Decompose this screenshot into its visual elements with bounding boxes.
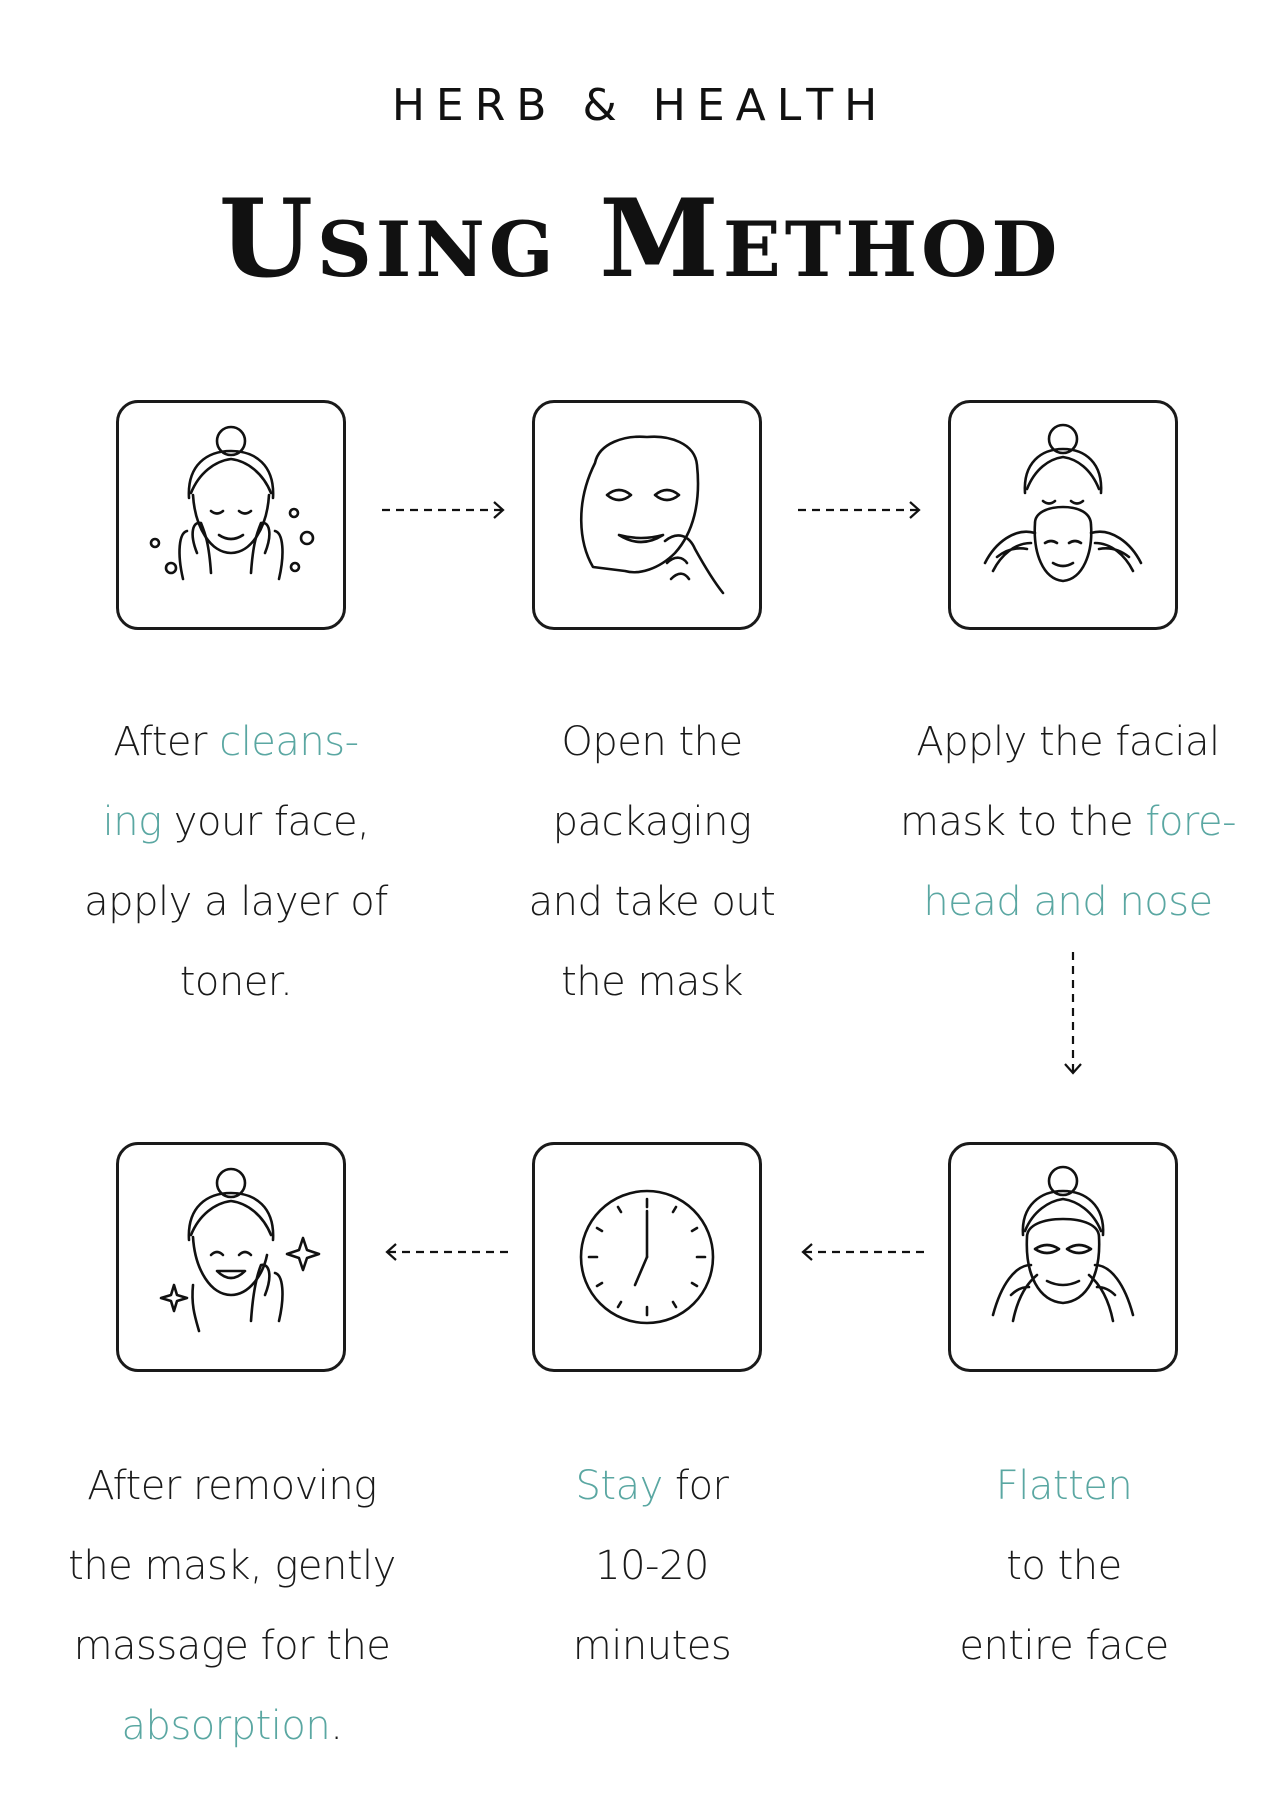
step-line: ing your face,: [102, 799, 370, 845]
page-title: Using Method: [218, 176, 1062, 302]
smiling-face-icon: [119, 1145, 343, 1369]
step-line: absorption.: [121, 1703, 343, 1749]
applying-mask-icon: [951, 403, 1175, 627]
step-line: 10-20: [595, 1543, 709, 1589]
step-6-illustration: [948, 1142, 1178, 1372]
step-4-text: [32, 1446, 432, 1766]
arrow-right-1: [380, 495, 510, 525]
step-line: head and nose: [923, 879, 1213, 925]
brand-name: HERB & HEALTH: [391, 80, 889, 131]
step-1-illustration: [116, 400, 346, 630]
step-line: Apply the facial: [916, 719, 1220, 765]
step-2-text: [452, 702, 852, 1022]
step-line: mask to the fore-: [899, 799, 1237, 845]
step-line: and take out: [528, 879, 776, 925]
step-line: Flatten: [995, 1463, 1133, 1509]
step-1-text: [36, 702, 436, 1022]
clock-icon: [535, 1145, 759, 1369]
step-line: packaging: [552, 799, 752, 845]
arrow-right-2: [796, 495, 926, 525]
sheet-mask-icon: [535, 403, 759, 627]
step-line: Stay for: [575, 1463, 729, 1509]
arrow-down: [1058, 950, 1088, 1080]
step-line: After cleans-: [113, 719, 359, 765]
step-line: the mask, gently: [68, 1543, 396, 1589]
step-2-illustration: [532, 400, 762, 630]
step-3-text: [868, 702, 1268, 942]
step-line: apply a layer of: [84, 879, 388, 925]
arrow-left-1: [380, 1237, 510, 1267]
step-6-text: [864, 1446, 1264, 1686]
step-line: the mask: [561, 959, 743, 1005]
step-5-illustration: [532, 1142, 762, 1372]
step-line: minutes: [572, 1623, 732, 1669]
arrow-left-2: [796, 1237, 926, 1267]
step-3-illustration: [948, 400, 1178, 630]
step-4-illustration: [116, 1142, 346, 1372]
step-line: massage for the: [73, 1623, 391, 1669]
step-line: entire face: [959, 1623, 1169, 1669]
face-washing-icon: [119, 403, 343, 627]
step-line: Open the: [561, 719, 743, 765]
step-line: to the: [1006, 1543, 1122, 1589]
step-line: toner.: [179, 959, 293, 1005]
step-line: After removing: [87, 1463, 377, 1509]
flatten-mask-icon: [951, 1145, 1175, 1369]
step-5-text: [452, 1446, 852, 1686]
